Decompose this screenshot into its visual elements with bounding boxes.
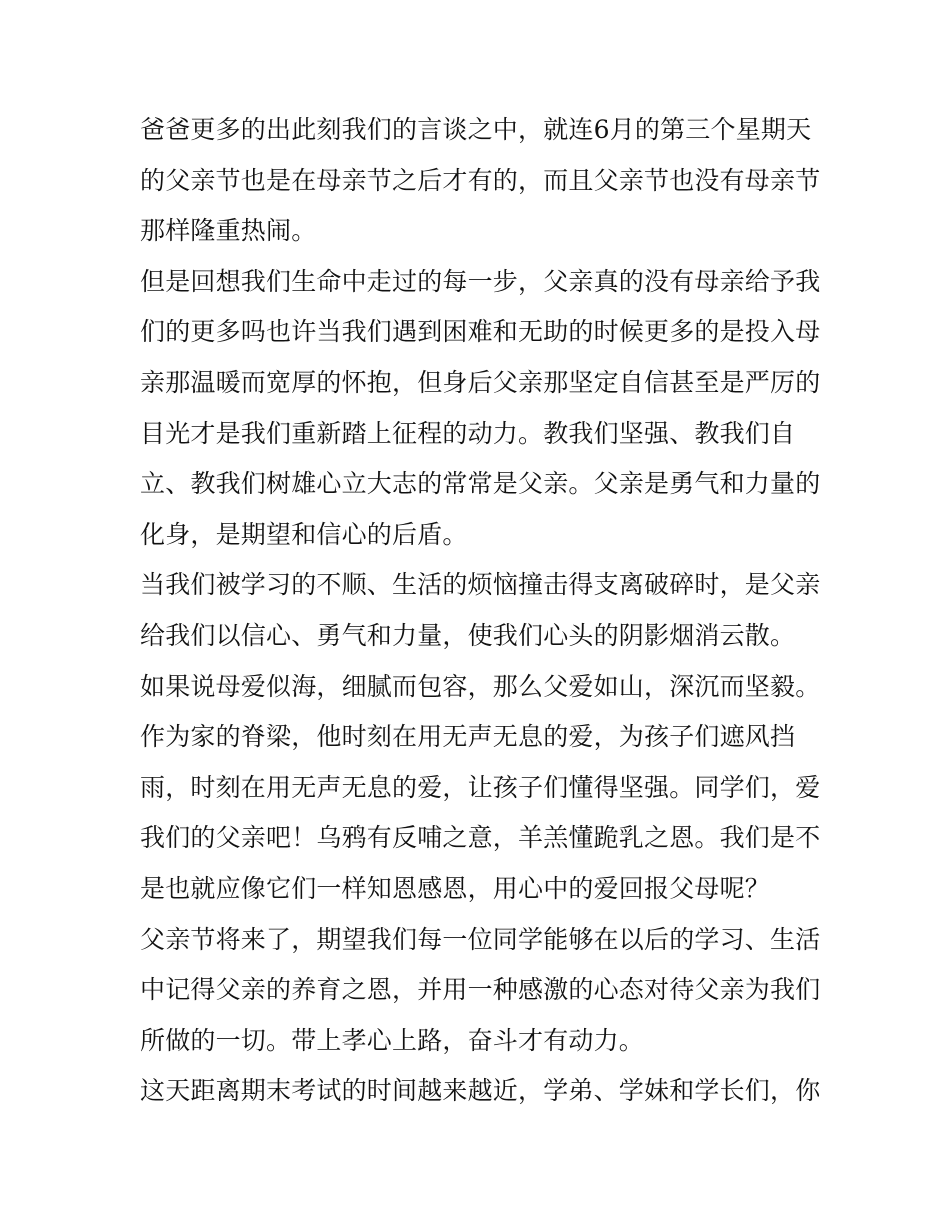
text-line: 亲那温暖而宽厚的怀抱，但身后父亲那坚定自信甚至是严厉的 bbox=[140, 367, 821, 397]
text-line: 这天距离期末考试的时间越来越近，学弟、学妹和学长们，你 bbox=[140, 1076, 821, 1106]
text-line: 是也就应像它们一样知恩感恩，用心中的爱回报父母呢？ bbox=[140, 873, 771, 903]
document-body bbox=[140, 105, 821, 1117]
text-line: 给我们以信心、勇气和力量，使我们心头的阴影烟消云散。 bbox=[140, 620, 796, 650]
text-line: 立、教我们树雄心立大志的常常是父亲。父亲是勇气和力量的 bbox=[140, 469, 821, 499]
text-line: 们的更多吗也许当我们遇到困难和无助的时候更多的是投入母 bbox=[140, 317, 821, 347]
text-line: 作为家的脊梁，他时刻在用无声无息的爱，为孩子们遮风挡 bbox=[140, 722, 796, 752]
text-line: 如果说母爱似海，细腻而包容，那么父爱如山，深沉而坚毅。 bbox=[140, 671, 821, 701]
text-line: 所做的一切。带上孝心上路，奋斗才有动力。 bbox=[140, 1025, 645, 1055]
text-line: 化身，是期望和信心的后盾。 bbox=[140, 519, 468, 549]
text-line: 当我们被学习的不顺、生活的烦恼撞击得支离破碎时，是父亲 bbox=[140, 570, 821, 600]
text-line: 的父亲节也是在母亲节之后才有的，而且父亲节也没有母亲节 bbox=[140, 165, 821, 195]
text-line: 中记得父亲的养育之恩，并用一种感激的心态对待父亲为我们 bbox=[140, 975, 821, 1005]
text-line: 我们的父亲吧！乌鸦有反哺之意，羊羔懂跪乳之恩。我们是不 bbox=[140, 823, 821, 853]
text-line: 目光才是我们重新踏上征程的动力。教我们坚强、教我们自 bbox=[140, 418, 796, 448]
text-line: 那样隆重热闹。 bbox=[140, 216, 317, 246]
text-line: 雨，时刻在用无声无息的爱，让孩子们懂得坚强。同学们，爱 bbox=[140, 772, 821, 802]
text-line: 但是回想我们生命中走过的每一步，父亲真的没有母亲给予我 bbox=[140, 266, 821, 296]
text-line: 父亲节将来了，期望我们每一位同学能够在以后的学习、生活 bbox=[140, 924, 821, 954]
text-line: 爸爸更多的出此刻我们的言谈之中，就连6月的第三个星期天 bbox=[140, 115, 812, 144]
